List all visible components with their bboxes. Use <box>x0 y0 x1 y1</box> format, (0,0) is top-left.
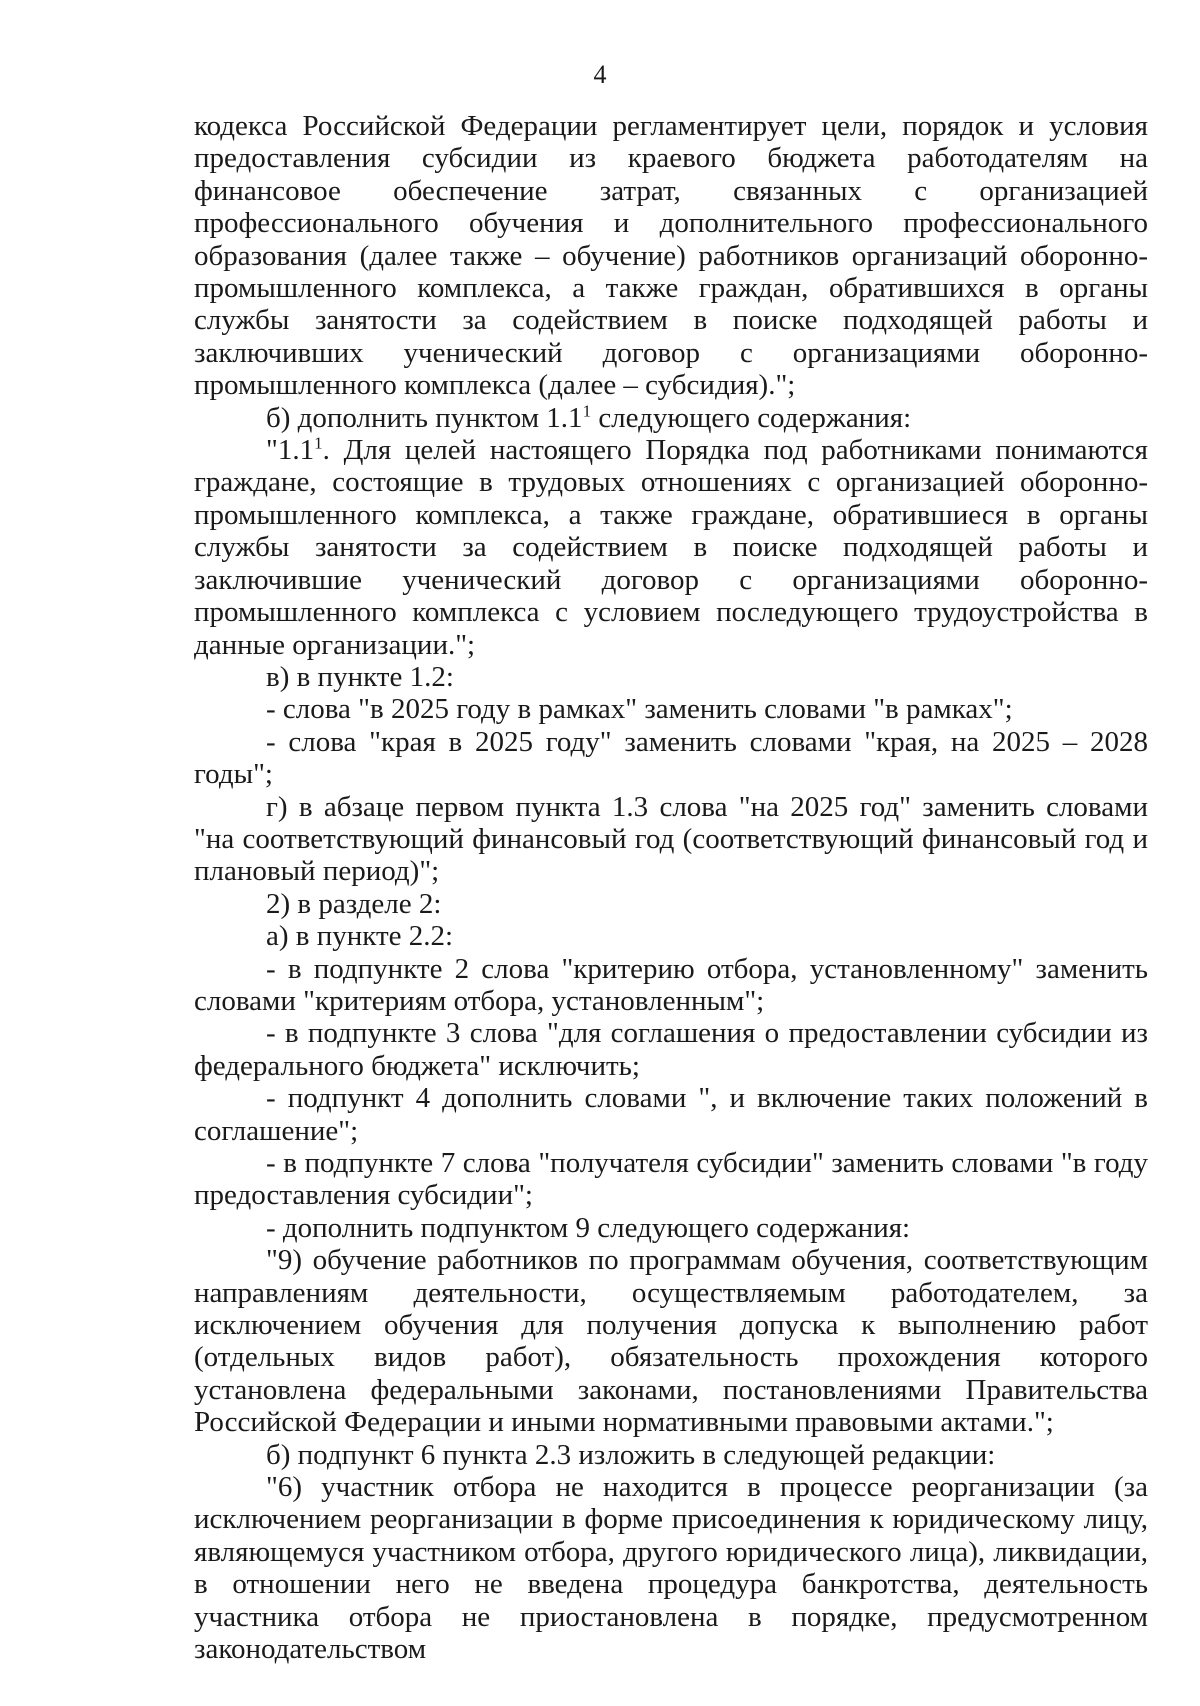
paragraph-text: - подпункт 4 дополнить словами ", и включение таких положений в соглашение"; <box>194 1082 1148 1147</box>
paragraph-text: б) дополнить пунктом 1.1 <box>266 401 583 434</box>
paragraph <box>194 953 1148 1018</box>
paragraph <box>194 661 1148 693</box>
paragraph-text: "1.1 <box>266 434 315 467</box>
paragraph-text: г) в абзаце первом пункта 1.3 слова "на 2025 год" заменить словами "на соответствующий финансовый год (соответствующий финансовый год и плановый период)"; <box>194 790 1148 888</box>
paragraph-text: "6) участник отбора не находится в процессе реорганизации (за исключением реорганизации в форме присоединения к юридическому лицу, являющемуся участником отбора, другого юридического лица), ликвидации, в отношении него не введена процедура банкротства, деятельность участника отбора не приостановлена в порядке, предусмотренном законодательством <box>194 1471 1148 1666</box>
paragraph-text: 2) в разделе 2: <box>266 887 442 920</box>
paragraph-text-continued: следующего содержания: <box>591 401 912 434</box>
paragraph-text: - слова "в 2025 году в рамках" заменить словами "в рамках"; <box>266 693 1013 726</box>
paragraph-text: - слова "края в 2025 году" заменить словами "края, на 2025 – 2028 годы"; <box>194 725 1148 791</box>
paragraph-text: - дополнить подпунктом 9 следующего содержания: <box>266 1211 911 1244</box>
paragraph-text: а) в пункте 2.2: <box>266 920 454 953</box>
paragraph <box>194 434 1148 661</box>
paragraph <box>194 110 1148 402</box>
paragraph-text-continued: . Для целей настоящего Порядка под работниками понимаются граждане, состоящие в трудовых отношениях с организацией оборонно-промышленного комплекса, а также граждане, обратившиеся в органы службы занятости за содействием в поиске подходящей работы и заключившие ученический договор с организациями оборонно-промышленного комплекса с условием последующего трудоустройства в данные организации."; <box>194 434 1148 661</box>
paragraph <box>194 726 1148 791</box>
superscript: 1 <box>314 433 323 453</box>
paragraph <box>194 1439 1148 1471</box>
paragraph-text: "9) обучение работников по программам обучения, соответствующим направлениям деятельности, осуществляемым работодателем, за исключением обучения для получения допуска к выполнению работ (отдельных видов работ), обязательность прохождения которого установлена федеральными законами, постановлениями Правительства Российской Федерации и иными нормативными правовыми актами."; <box>194 1244 1148 1439</box>
paragraph <box>194 1244 1148 1438</box>
page-number: 4 <box>593 60 607 89</box>
paragraph-text: - в подпункте 2 слова "критерию отбора, установленному" заменить словами "критериям отбора, установленным"; <box>194 952 1148 1017</box>
paragraph-text: - в подпункте 7 слова "получателя субсидии" заменить словами "в году предоставления субсидии"; <box>194 1147 1148 1212</box>
paragraph <box>194 888 1148 920</box>
paragraph <box>194 402 1148 434</box>
paragraph-text: - в подпункте 3 слова "для соглашения о предоставлении субсидии из федерального бюджета" исключить; <box>194 1017 1148 1082</box>
paragraph <box>194 920 1148 952</box>
document-body <box>194 110 1148 1666</box>
paragraph <box>194 791 1148 888</box>
paragraph <box>194 1471 1148 1665</box>
paragraph <box>194 1212 1148 1244</box>
paragraph-text: в) в пункте 1.2: <box>266 660 454 693</box>
paragraph <box>194 1082 1148 1147</box>
superscript: 1 <box>582 401 592 420</box>
paragraph-text: б) подпункт 6 пункта 2.3 изложить в следующей редакции: <box>266 1438 996 1471</box>
paragraph-text: кодекса Российской Федерации регламентирует цели, порядок и условия предоставления субсидии из краевого бюджета работодателям на финансовое обеспечение затрат, связанных с организацией профессионального обучения и дополнительного профессионального образования (далее также – обучение) работников организаций оборонно-промышленного комплекса, а также граждан, обратившихся в органы службы занятости за содействием в поиске подходящей работы и заключивших ученический договор с организациями оборонно-промышленного комплекса (далее – субсидия)."; <box>194 110 1148 402</box>
paragraph <box>194 693 1148 725</box>
paragraph <box>194 1017 1148 1082</box>
paragraph <box>194 1147 1148 1212</box>
